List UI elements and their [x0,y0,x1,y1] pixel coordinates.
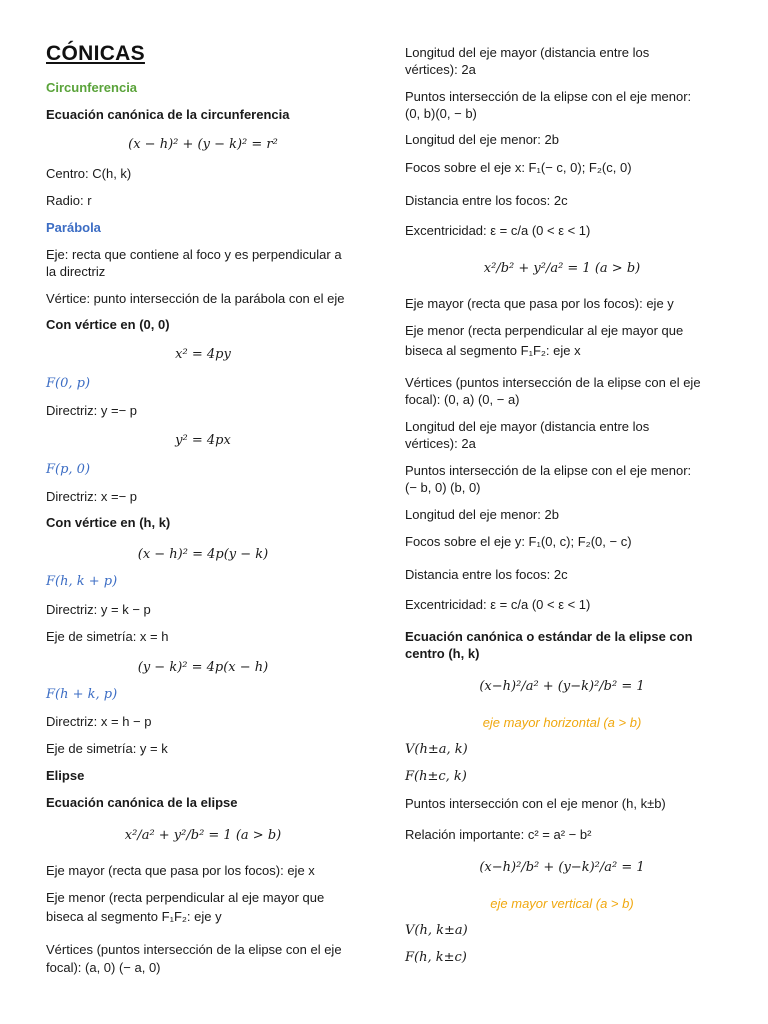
foco-0-p: F(0, p) [46,376,91,391]
vertices-line-1: Vértices (puntos intersección de la elipse con el eje [46,942,342,957]
parabola-heading: Parábola [46,220,101,235]
circunferencia-equation-heading: Ecuación canónica de la circunferencia [46,107,290,122]
eje-mayor-x: Eje mayor (recta que pasa por los focos): eje x [46,863,315,878]
eje-mayor-horizontal: eje mayor horizontal (a > b) [482,715,642,730]
vertice-origen-heading: Con vértice en (0, 0) [46,317,170,332]
foco-p-0: F(p, 0) [46,462,91,477]
excentricidad-b: Excentricidad: ε = c/a (0 < ε < 1) [405,597,591,612]
eje-menor-x-line-1: Eje menor (recta perpendicular al eje mayor que [405,323,684,338]
directriz-y: Directriz: y =− p [46,403,138,418]
directriz-y-kp: Directriz: y = k − p [46,602,151,617]
elipse-heading: Elipse [46,768,85,783]
radio-text: Radio: r [46,193,92,208]
parabola-equation-xh: (x − h)² = 4p(y − k) [137,547,269,562]
puntos-eje-menor-b-line-1: Puntos intersección de la elipse con el eje menor: [405,463,692,478]
vertices-vertical: V(h, k±a) [405,923,468,938]
page-title: CÓNICAS [46,42,145,65]
directriz-x: Directriz: x =− p [46,489,138,504]
centro-text: Centro: C(h, k) [46,166,132,181]
focos-eje-x: Focos sobre el eje x: F₁(− c, 0); F₂(c, 0) [405,160,632,175]
foco-h-kp: F(h, k + p) [46,574,118,589]
elipse-centro-equation-horizontal: (x−h)²/a² + (y−k)²/b² = 1 [479,679,645,694]
distancia-focos-b: Distancia entre los focos: 2c [405,567,568,582]
puntos-eje-menor-b-line-2: (− b, 0) (b, 0) [405,480,481,495]
distancia-focos: Distancia entre los focos: 2c [405,193,568,208]
eje-menor-line-2: biseca al segmento F₁F₂: eje y [46,909,222,924]
vertices-horizontal: V(h±a, k) [405,742,468,757]
parabola-equation-y2: y² = 4px [175,433,231,448]
eje-menor-line-1: Eje menor (recta perpendicular al eje mayor que [46,890,325,905]
vertice-definition: Vértice: punto intersección de la parábola con el eje [46,291,345,306]
elipse-equation-vertical: x²/b² + y²/a² = 1 (a > b) [483,261,641,276]
simetria-y-k: Eje de simetría: y = k [46,741,168,756]
puntos-interseccion-eje-menor: Puntos intersección con el eje menor (h, k±b) [405,796,666,811]
elipse-centro-equation-vertical: (x−h)²/b² + (y−k)²/a² = 1 [479,860,645,875]
simetria-x-h: Eje de simetría: x = h [46,629,169,644]
ecuacion-estandar-heading-line-1: Ecuación canónica o estándar de la elipse con [405,629,693,644]
longitud-eje-mayor-b-line-2: vértices): 2a [405,436,476,451]
longitud-eje-menor-b: Longitud del eje menor: 2b [405,507,559,522]
elipse-equation-heading: Ecuación canónica de la elipse [46,795,238,810]
vertices-y-line-1: Vértices (puntos intersección de la elipse con el eje [405,375,701,390]
eje-mayor-vertical: eje mayor vertical (a > b) [490,896,634,911]
focos-horizontal: F(h±c, k) [405,769,467,784]
eje-menor-x-line-2: biseca al segmento F₁F₂: eje x [405,343,581,358]
focos-eje-y: Focos sobre el eje y: F₁(0, c); F₂(0, − c) [405,534,632,549]
longitud-eje-mayor-b-line-1: Longitud del eje mayor (distancia entre los [405,419,650,434]
vertice-hk-heading: Con vértice en (h, k) [46,515,171,530]
vertices-y-line-2: focal): (0, a) (0, − a) [405,392,520,407]
circunferencia-equation: (x − h)² + (y − k)² = r² [128,137,278,152]
vertices-line-2: focal): (a, 0) (− a, 0) [46,960,161,975]
elipse-equation: x²/a² + y²/b² = 1 (a > b) [124,828,282,843]
circunferencia-heading: Circunferencia [46,80,138,95]
longitud-eje-mayor-line-2: vértices): 2a [405,62,476,77]
longitud-eje-menor: Longitud del eje menor: 2b [405,132,559,147]
foco-h-pk: F(h + k, p) [46,687,118,702]
eje-definition-line-2: la directriz [46,264,106,279]
parabola-equation-x2: x² = 4py [175,347,231,362]
parabola-equation-yk: (y − k)² = 4p(x − h) [137,660,269,675]
focos-vertical: F(h, k±c) [405,950,467,965]
longitud-eje-mayor-line-1: Longitud del eje mayor (distancia entre los [405,45,650,60]
eje-mayor-y: Eje mayor (recta que pasa por los focos): eje y [405,296,674,311]
puntos-eje-menor-line-1: Puntos intersección de la elipse con el eje menor: [405,89,692,104]
eje-definition-line-1: Eje: recta que contiene al foco y es perpendicular a [46,247,342,262]
relacion-importante: Relación importante: c² = a² − b² [405,827,592,842]
puntos-eje-menor-line-2: (0, b)(0, − b) [405,106,477,121]
directriz-x-hp: Directriz: x = h − p [46,714,152,729]
excentricidad: Excentricidad: ε = c/a (0 < ε < 1) [405,223,591,238]
ecuacion-estandar-heading-line-2: centro (h, k) [405,646,480,661]
